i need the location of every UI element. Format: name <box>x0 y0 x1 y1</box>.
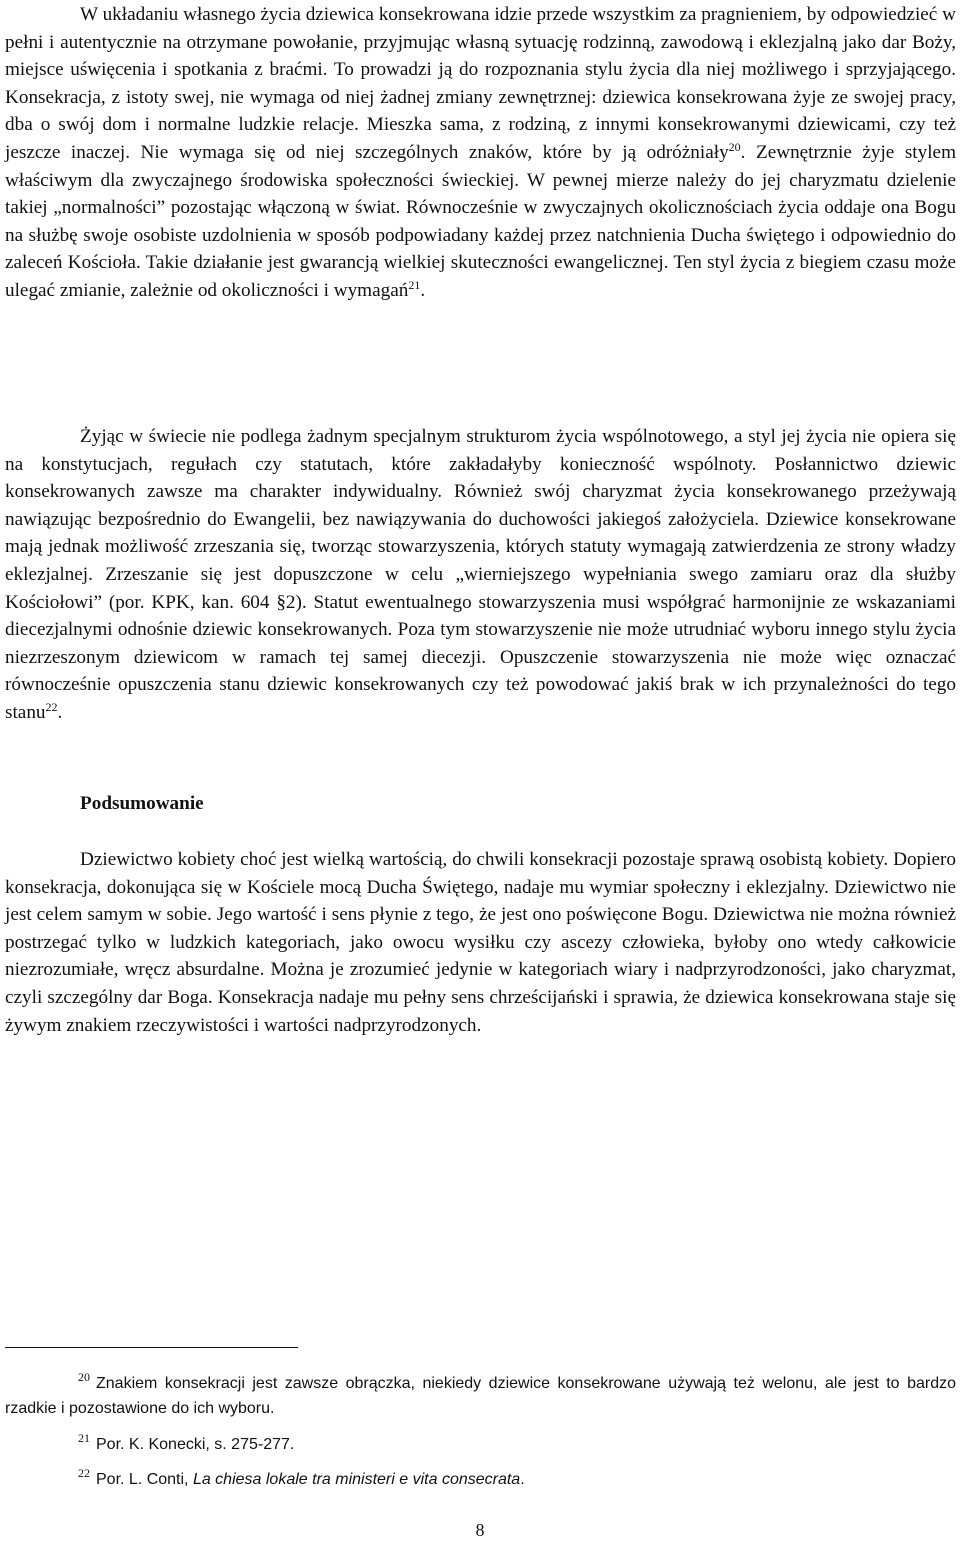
paragraph-2-text-b: . <box>57 701 63 723</box>
footnote-text: Por. L. Conti, <box>96 1471 193 1488</box>
footnote-text: Znakiem konsekracji jest zawsze obrączka, niekiedy dziewice konsekrowane używają też welonu, ale jest to bardzo rzadkie i pozostawione do ich wyboru. <box>5 1375 956 1417</box>
footnote-separator <box>5 1347 298 1348</box>
footnote-number: 20 <box>78 1370 90 1384</box>
footnote-ref-21[interactable]: 21 <box>408 277 421 292</box>
paragraph-1-text-c: . <box>420 279 426 301</box>
paragraph-3: Dziewictwo kobiety choć jest wielką wartością, do chwili konsekracji pozostaje sprawą osobistą kobiety. Dopiero konsekracja, dokonująca się w Kościele mocą Ducha Świętego, nadaje mu wymiar społeczny i eklezjalny. Dziewictwo nie jest celem samym w sobie. Jego wartość i sens płynie z tego, że jest ono poświęcone Bogu. Dziewictwa nie można również postrzegać tylko w ludzkich kategoriach, jako owocu wysiłku czy ascezy człowieka, byłoby ono wtedy całkowicie niezrozumiałe, wręcz absurdalne. Można je zrozumieć jedynie w kategoriach wiary i nadprzyrodzoności, jako charyzmat, czyli szczególny dar Boga. Konsekracja nadaje mu pełny sens chrześcijański i sprawia, że dziewica konsekrowana staje się żywym znakiem rzeczywistości i wartości nadprzyrodzonych. <box>5 849 956 1036</box>
footnote-20 <box>5 1371 956 1421</box>
paragraph-1-text-a: W układaniu własnego życia dziewica konsekrowana idzie przede wszystkim za pragnieniem, by odpowiedzieć w pełni i autentycznie na otrzymane powołanie, przyjmując własną sytuację rodzinną, zawodową i eklezjalną jako dar Boży, miejsce uświęcenia i spotkania z braćmi. To prowadzi ją do rozpoznania stylu życia dla niej możliwego i sprzyjającego. Konsekracja, z istoty swej, nie wymaga od niej żadnej zmiany zewnętrznej: dziewica konsekrowana żyje ze swojej pracy, dba o swój dom i normalne ludzkie relacje. Mieszka sama, z rodziną, z innymi konsekrowanymi dziewicami, czy też jeszcze inaczej. Nie wymaga się od niej szczególnych znaków, które by ją odróżniały <box>5 4 956 163</box>
footnote-21 <box>78 1432 956 1457</box>
footnote-ref-22[interactable]: 22 <box>45 699 58 714</box>
footnote-ref-20[interactable]: 20 <box>728 139 741 154</box>
paragraph-2-text-a: Żyjąc w świecie nie podlega żadnym specjalnym strukturom życia wspólnotowego, a styl jej życia nie opiera się na konstytucjach, regułach czy statutach, które zakładałyby konieczność wspólnoty. Posłannictwo dziewic konsekrowanych zawsze ma charakter indywidualny. Również swój charyzmat życia konsekrowanego przeżywają nawiązując bezpośrednio do Ewangelii, bez nawiązywania do duchowości jakiegoś założyciela. Dziewice konsekrowane mają jednak możliwość zrzeszania się, tworząc stowarzyszenia, których statuty wymagają zatwierdzenia ze strony władzy eklezjalnej. Zrzeszanie się jest dopuszczone w celu „wierniejszego wypełniania swego zamiaru oraz dla służby Kościołowi” (por. KPK, kan. 604 §2). Statut ewentualnego stowarzyszenia musi współgrać harmonijnie ze wskazaniami diecezjalnymi odnośnie dziewic konsekrowanych. Poza tym stowarzyszenie nie może utrudniać wyboru innego stylu życia niezrzeszonym dziewicom w ramach tej samej diecezji. Opuszczenie stowarzyszenia nie może więc oznaczać równocześnie opuszczenia stanu dziewic konsekrowanych czy też powodować jakiś brak w ich przynależności do tego stanu <box>5 426 956 723</box>
footnote-22 <box>78 1467 956 1492</box>
footnote-title-italic: La chiesa lokale tra ministeri e vita consecrata <box>192 1471 521 1488</box>
footnote-text-end: . <box>520 1471 525 1488</box>
paragraph-1 <box>5 1 956 305</box>
section-heading: Podsumowanie <box>80 793 204 814</box>
page-number: 8 <box>475 1520 485 1540</box>
footnote-text: Por. K. Konecki, s. 275-277. <box>96 1436 295 1453</box>
footnote-number: 21 <box>78 1431 90 1445</box>
paragraph-2 <box>5 423 956 727</box>
paragraph-1-text-b: . Zewnętrznie żyje stylem właściwym dla zwyczajnego środowiska społeczności świeckiej. W pewnej mierze należy do jej charyzmatu dzielenie takiej „normalności” pozostając włączoną w świat. Równocześnie w zwyczajnych okolicznościach życia oddaje ona Bogu na służbę swoje osobiste uzdolnienia w sposób podpowiadany każdej przez natchnienia Ducha świętego i odpowiednio do zaleceń Kościoła. Takie działanie jest gwarancją wielkiej skuteczności ewangelicznej. Ten styl życia z biegiem czasu może ulegać zmianie, zależnie od okoliczności i wymagań <box>5 141 956 301</box>
footnote-number: 22 <box>78 1466 90 1480</box>
